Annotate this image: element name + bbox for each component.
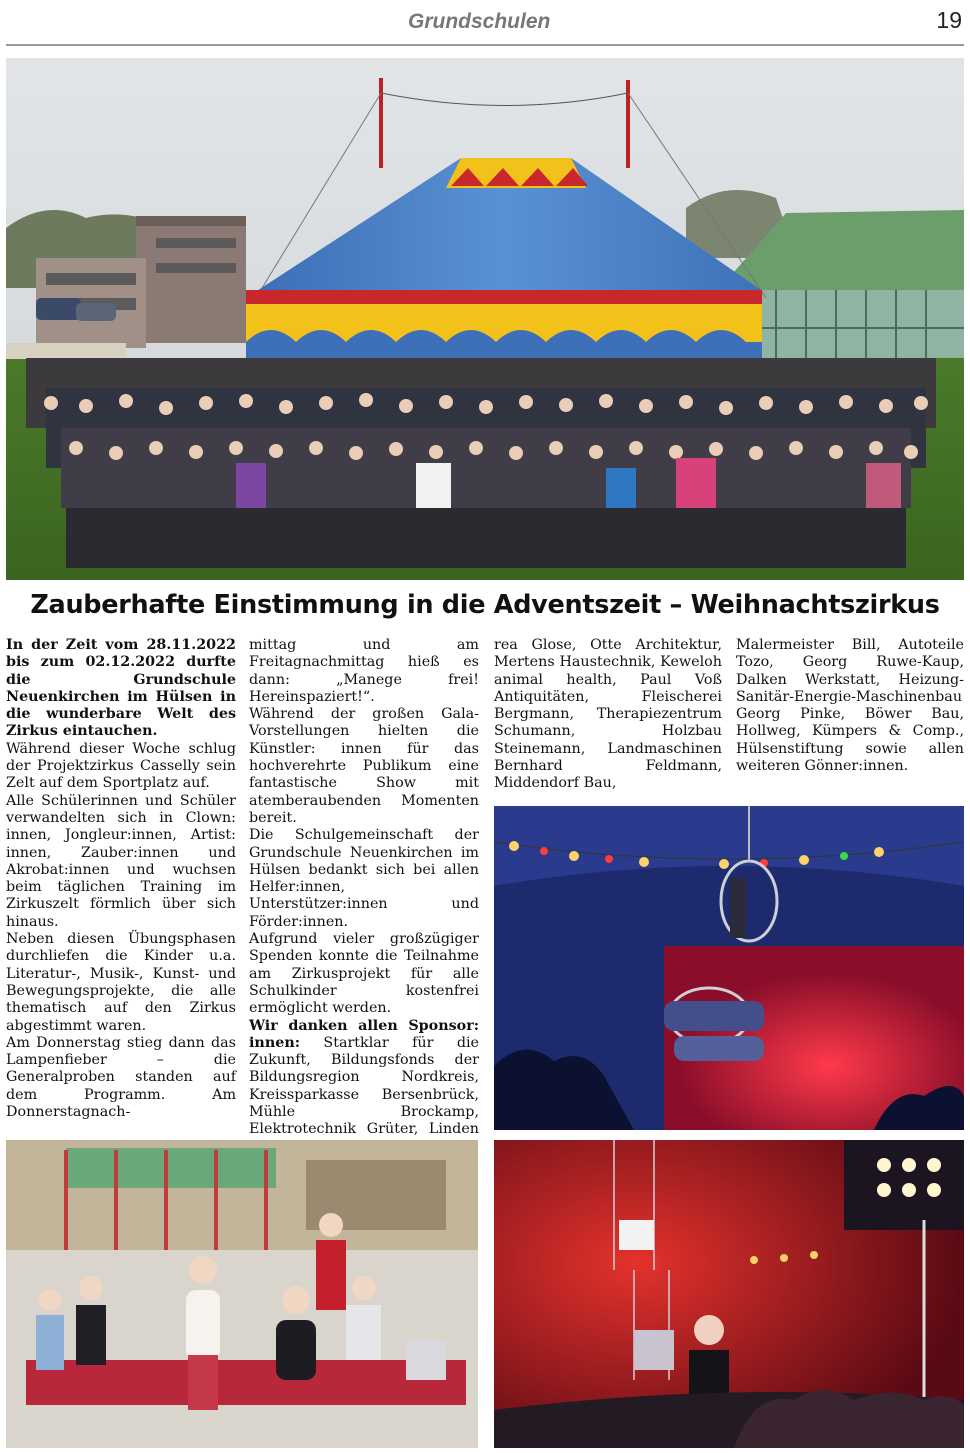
group-photo-circus-tent — [6, 58, 964, 580]
paragraph: Aufgrund vieler großzügiger Spenden konnte die Teilnahme am Zirkusprojekt für alle Schulkinder kostenfrei ermöglicht werden. — [249, 931, 479, 1017]
article-headline: Zauberhafte Einstimmung in die Adventszeit – Weihnachtszirkus — [30, 590, 940, 620]
page-header — [0, 0, 970, 44]
aerial-hoop-performance-photo — [494, 806, 964, 1130]
paragraph: Während der großen Gala-Vorstellungen hielten die Künstler: innen für das hochverehrte Publikum eine fantastische Show mit atemberaubenden Momenten bereit. — [249, 706, 479, 826]
header-divider — [6, 44, 964, 46]
paragraph: Die Schulgemeinschaft der Grundschule Neuenkirchen im Hülsen bedankt sich bei allen Helfer:innen, Unterstützer:innen und Förder:innen. — [249, 827, 479, 930]
paragraph: Am Donnerstag stieg dann das Lampenfieber – die Generalproben standen auf dem Programm. Am Donnerstagnach- — [6, 1034, 236, 1121]
trapeze-performance-photo — [494, 1140, 964, 1448]
paragraph: mittag und am Freitagnachmittag hieß es dann: „Manege frei! Hereinspaziert!“. — [249, 637, 479, 705]
article-lead: In der Zeit vom 28.11.2022 bis zum 02.12.2022 durfte die Grundschule Neuenkirchen im Hülsen in die wunderbare Welt des Zirkus eintauchen. — [6, 637, 236, 740]
sponsor-label: Wir danken allen Sponsor: innen: — [249, 1017, 479, 1051]
section-title: Grundschulen — [408, 10, 551, 33]
sponsor-paragraph — [249, 1018, 479, 1156]
paragraph: Alle Schülerinnen und Schüler verwandelten sich in Clown: innen, Jongleur:innen, Artist: innen, Zauber:innen und Akrobat:innen und wuchsen beim täglichen Training im Zirkuszelt förmlich über sich hinaus. — [6, 792, 236, 930]
article-column-1 — [6, 637, 236, 1121]
sponsor-list: Startklar für die Zukunft, Bildungsfonds der Bildungsregion Nordkreis, Kreissparkasse Bersenbrück, Mühle Brockamp, Elektrotechnik Grüter, Linden — [249, 1034, 479, 1138]
sponsor-list-continued: Malermeister Bill, Autoteile Tozo, Georg Ruwe-Kaup, Dalken Werkstatt, Heizung-Sanitär-Energie-Maschinenbau Georg Pinke, Böwer Bau, Hollweg, Kümpers & Comp., Hülsenstiftung sowie allen weiteren Gönner:innen. — [736, 637, 964, 775]
paragraph: Neben diesen Übungsphasen durchliefen die Kinder u.a. Literatur-, Musik-, Kunst- und Bewegungsprojekte, die alle thematisch auf den Zirkus abgestimmt waren. — [6, 931, 236, 1034]
sponsor-list-continued: rea Glose, Otte Architektur, Mertens Haustechnik, Keweloh animal health, Paul Voß Antiquitäten, Fleischerei Bergmann, Therapiezentrum Schumann, Holzbau Steinemann, Landmaschinen Bernhard Feldmann, Middendorf Bau, — [494, 637, 722, 792]
article-column-4 — [736, 637, 964, 775]
article-column-2 — [249, 637, 479, 1156]
paragraph: Während dieser Woche schlug der Projektzirkus Casselly sein Zelt auf dem Sportplatz auf. — [6, 740, 236, 792]
page-number: 19 — [936, 7, 962, 33]
children-acrobatics-gym-photo — [6, 1140, 478, 1448]
article-column-3 — [494, 637, 722, 793]
